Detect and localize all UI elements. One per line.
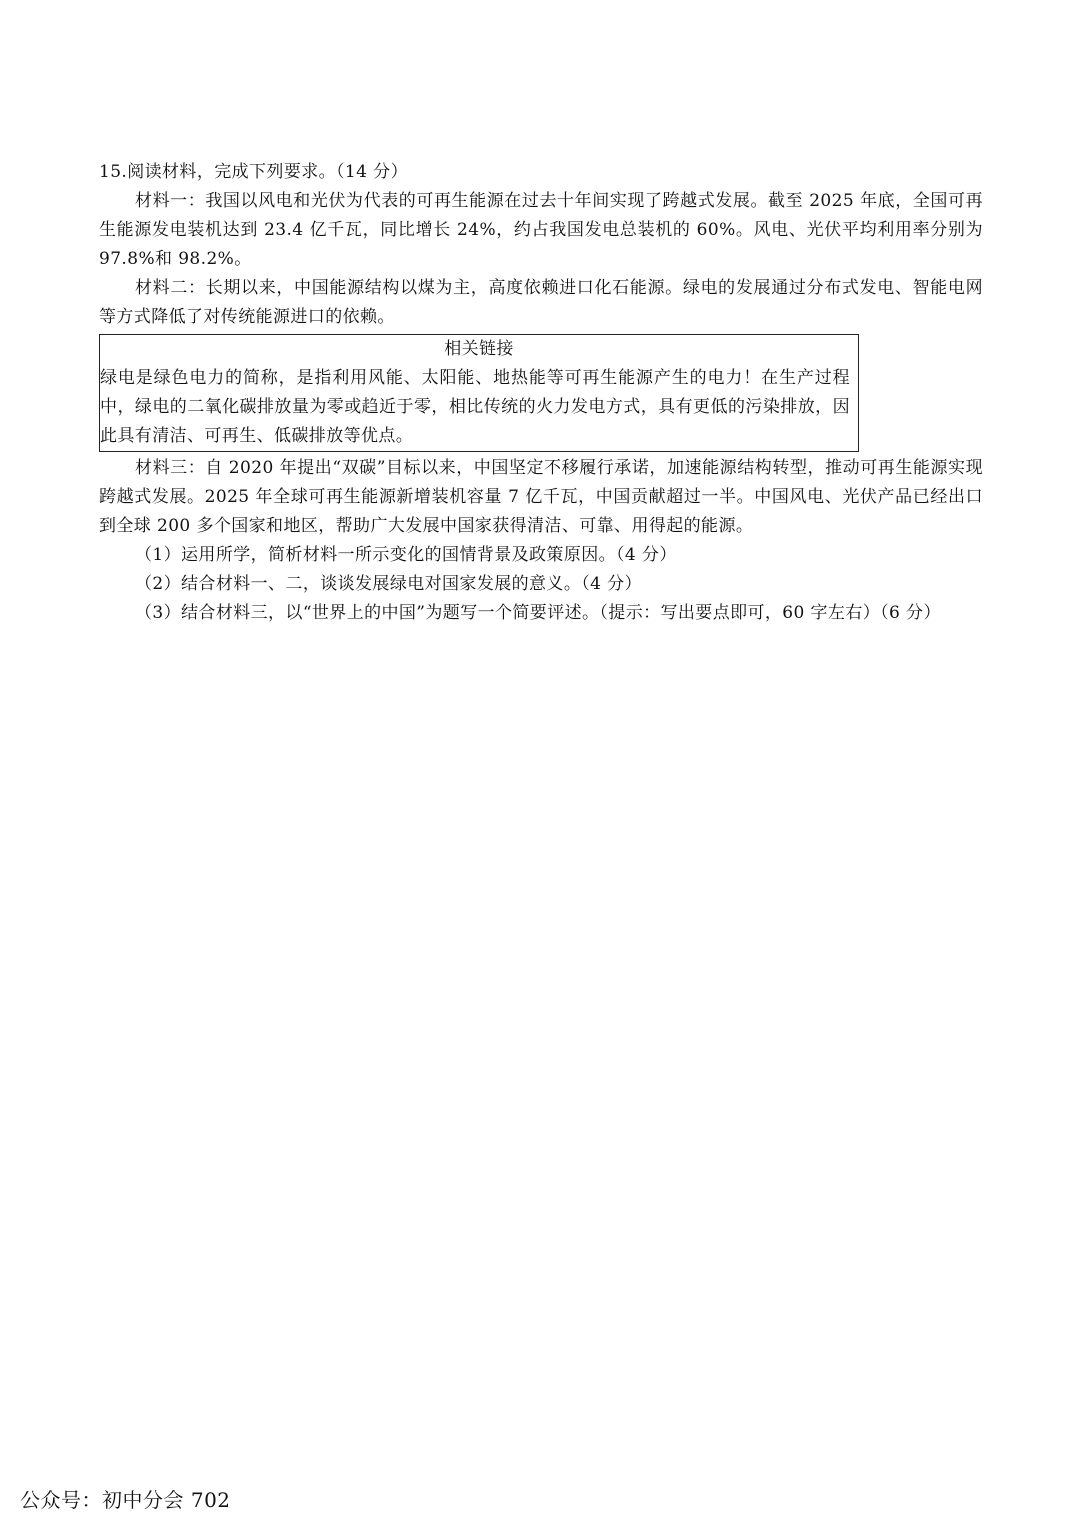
sub-question-3: （3）结合材料三，以“世界上的中国”为题写一个简要评述。（提示：写出要点即可，60 字左右）（6 分）	[135, 603, 941, 623]
related-link-box	[99, 334, 859, 452]
question-15	[99, 158, 983, 628]
sub-question-2: （2）结合材料一、二，谈谈发展绿电对国家发展的意义。（4 分）	[135, 574, 642, 594]
material-one: 材料一：我国以风电和光伏为代表的可再生能源在过去十年间实现了跨越式发展。截至 2025 年底，全国可再生能源发电装机达到 23.4 亿千瓦，同比增长 24%，约占我国发电总装机的 60%。风电、光伏平均利用率分别为 97.8%和 98.2%。	[99, 191, 983, 269]
question-title: 15.阅读材料，完成下列要求。（14 分）	[99, 162, 408, 182]
footer-watermark: 公众号：初中分会 702	[20, 1488, 231, 1512]
material-two: 材料二：长期以来，中国能源结构以煤为主，高度依赖进口化石能源。绿电的发展通过分布式发电、智能电网等方式降低了对传统能源进口的依赖。	[99, 278, 983, 327]
material-three: 材料三：自 2020 年提出“双碳”目标以来，中国坚定不移履行承诺，加速能源结构转型，推动可再生能源实现跨越式发展。2025 年全球可再生能源新增装机容量 7 亿千瓦，中国贡献超过一半。中国风电、光伏产品已经出口到全球 200 多个国家和地区，帮助广大发展中国家获得清洁、可靠、用得起的能源。	[99, 458, 983, 536]
related-link-text: 绿电是绿色电力的简称，是指利用风能、太阳能、地热能等可再生能源产生的电力！在生产过程中，绿电的二氧化碳排放量为零或趋近于零，相比传统的火力发电方式，具有更低的污染排放，因此具有清洁、可再生、低碳排放等优点。	[100, 368, 850, 446]
sub-question-1: （1）运用所学，简析材料一所示变化的国情背景及政策原因。（4 分）	[135, 545, 677, 565]
related-link-title: 相关链接	[444, 339, 514, 359]
